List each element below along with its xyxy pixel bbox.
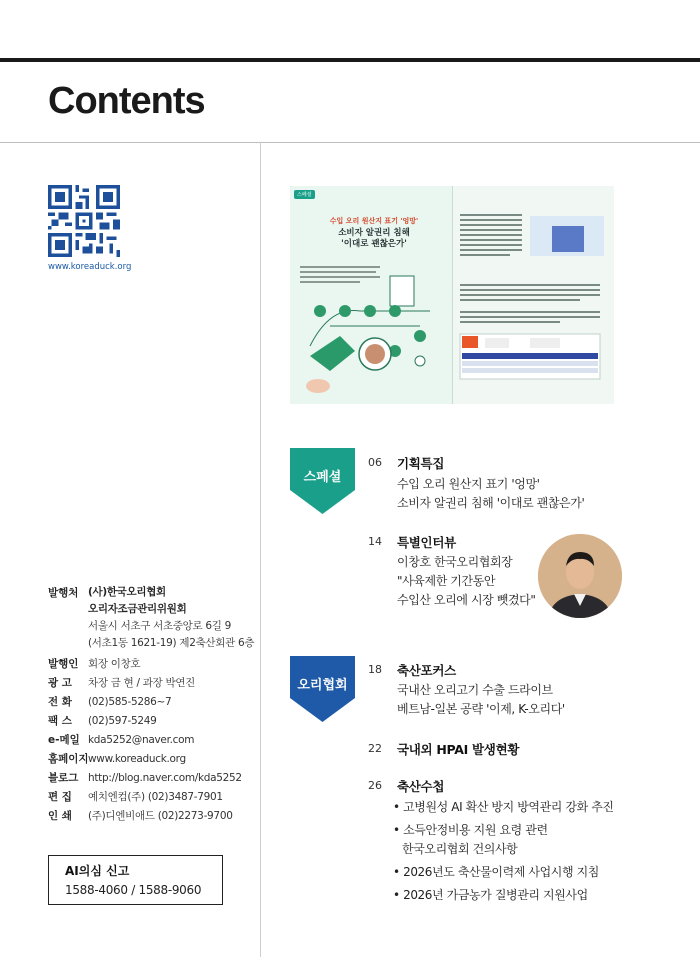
info-label: 편 집 [48,791,72,803]
item-number: 06 [368,456,382,469]
column-divider [260,142,261,957]
header-divider [0,142,700,143]
item-subtitle[interactable] [397,681,565,719]
info-row-publisher [48,584,258,652]
info-label: 전 화 [48,696,72,708]
publisher-info [48,584,258,826]
info-value: (02)585-5286~7 [88,696,172,708]
info-value: (서초1동 1621-19) 제2축산회관 6층 [88,637,255,649]
info-value: 오리자조금관리위원회 [88,603,187,615]
info-row-blog [48,769,258,788]
info-row-phone [48,693,258,712]
badge-association-label: 오리협회 [297,678,348,693]
item-number: 18 [368,663,382,676]
info-label: 발행처 [48,587,79,599]
item-line: 수입 오리 원산지 표기 '엉망' [397,477,540,491]
item-line: 수입산 오리에 시장 뺏겼다" [397,593,536,607]
item-number: 14 [368,535,382,548]
info-value: (02)597-5249 [88,715,157,727]
info-label: 팩 스 [48,715,72,727]
section-title-notebook[interactable]: 축산수첩 [397,779,445,794]
badge-special [290,448,355,514]
info-row-editor [48,788,258,807]
item-subtitle[interactable] [397,553,535,610]
preview-illustration [290,186,614,404]
info-label: 발행인 [48,658,79,670]
item-line: "사육제한 기간동안 [397,574,496,588]
badge-association [290,656,355,722]
info-value: 회장 이창호 [88,658,141,670]
interviewee-photo [538,534,622,618]
info-label: 광 고 [48,677,72,689]
email-link[interactable]: kda5252@naver.com [88,734,195,746]
info-row-fax [48,712,258,731]
list-item-continued[interactable]: 한국오리협회 건의사항 [402,842,518,856]
page-title: Contents [48,80,205,122]
ai-report-phones: 1588-4060 / 1588-9060 [65,883,202,897]
info-row-printer [48,807,258,826]
notebook-list [393,798,614,905]
preview-headline-line2: '이대로 괜찮은가' [341,239,407,249]
homepage-link[interactable]: www.koreaduck.org [88,753,186,765]
preview-tag: 스페셜 [294,190,315,199]
item-line: 국내산 오리고기 수출 드라이브 [397,683,553,697]
qr-code[interactable] [48,185,120,257]
website-url[interactable]: www.koreaduck.org [48,262,132,272]
info-value: 예치엔컴(주) (02)3487-7901 [88,791,223,803]
info-value: 차장 금 현 / 과장 박연진 [88,677,196,689]
item-line: 소비자 알권리 침해 '이대로 괜찮은가' [397,496,585,510]
info-label: 홈페이지 [48,753,89,765]
section-title-feature[interactable]: 기획특집 [397,456,445,471]
item-subtitle[interactable] [397,475,584,513]
list-item[interactable]: • 2026년 가금농가 질병관리 지원사업 [393,888,588,902]
ai-report-title: AI의심 신고 [65,864,130,878]
section-title-hpai[interactable]: 국내외 HPAI 발생현황 [397,742,520,757]
preview-headline-red: 수입 오리 원산지 표기 '엉망' [329,217,419,225]
info-row-homepage [48,750,258,769]
info-label: 인 쇄 [48,810,72,822]
preview-headline-line1: 소비자 알권리 침해 [338,228,410,238]
info-row-email [48,731,258,750]
info-value: (사)한국오리협회 [88,586,166,598]
item-number: 26 [368,779,382,792]
item-line: 베트남-일본 공략 '이제, K-오리다' [397,702,565,716]
list-item[interactable]: • 고병원성 AI 확산 방지 방역관리 강화 추진 [393,800,614,814]
blog-link[interactable]: http://blog.naver.com/kda5252 [88,772,242,784]
info-label: e-메일 [48,734,80,746]
info-row-ad [48,674,258,693]
list-item[interactable]: • 2026년도 축산물이력제 사업시행 지침 [393,865,599,879]
list-item[interactable]: • 소득안정비용 지원 요령 관련 [393,823,548,837]
top-rule [0,58,700,62]
badge-special-label: 스페셜 [303,470,342,485]
info-label: 블로그 [48,772,79,784]
section-title-focus[interactable]: 축산포커스 [397,663,456,678]
section-title-interview[interactable]: 특별인터뷰 [397,535,456,550]
info-value: 서울시 서초구 서초중앙로 6길 9 [88,620,232,632]
item-number: 22 [368,742,382,755]
ai-report-box [48,855,223,905]
item-line: 이창호 한국오리협회장 [397,555,513,569]
info-row-ceo [48,655,258,674]
info-value: (주)디엔비애드 (02)2273-9700 [88,810,233,822]
magazine-preview[interactable] [290,186,614,404]
